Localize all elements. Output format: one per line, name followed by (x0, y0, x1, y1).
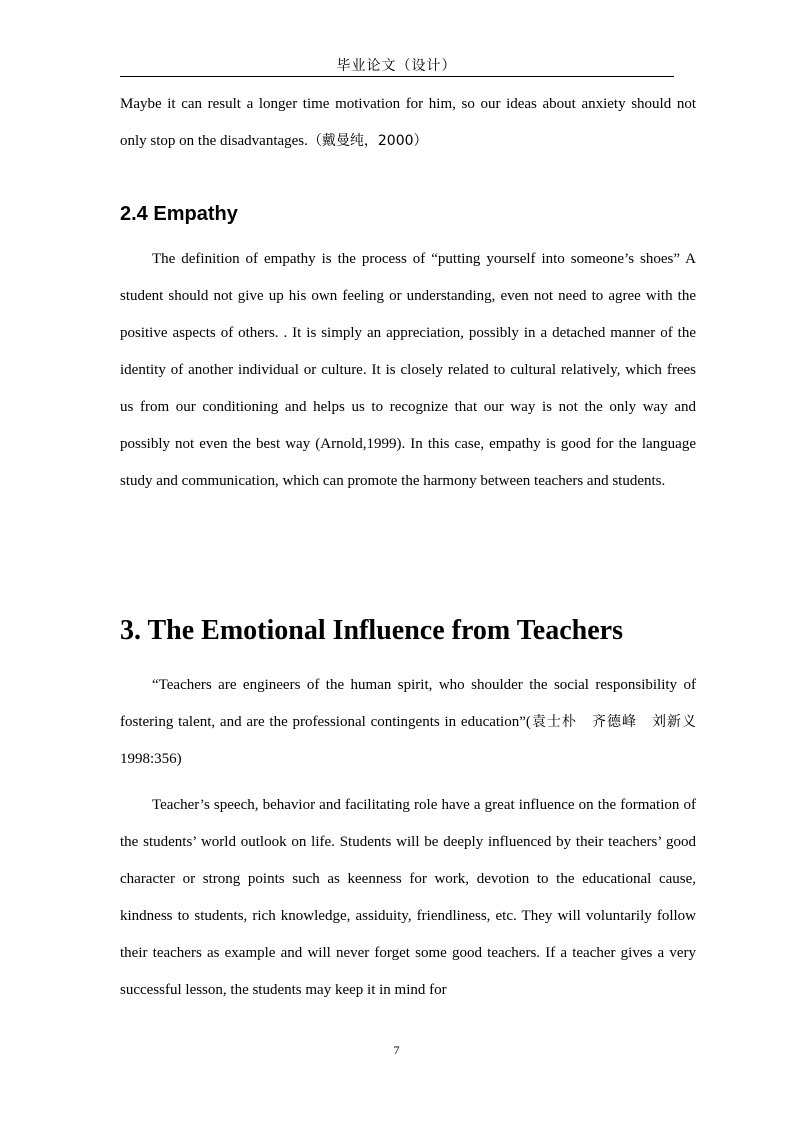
section-heading-empathy: 2.4 Empathy (120, 203, 238, 225)
teacher-influence-paragraph: Teacher’s speech, behavior and facilitating role have a great influence on the formation of the students’ world outlook on life. Students will be deeply influenced by their teachers’ good character or strong points such as keenness for work, devotion to the educational cause, kindness to students, rich knowledge, assiduity, friendliness, etc. They will voluntarily follow their teachers as example and will never forget some good teachers. If a teacher gives a very successful lesson, the students may keep it in mind for (120, 797, 696, 998)
teacher-quote-paragraph (120, 667, 696, 778)
quote-authors: 袁士朴 齐德峰 刘新义 (530, 714, 697, 730)
chapter-heading: 3. The Emotional Influence from Teachers (120, 615, 623, 646)
empathy-paragraph: The definition of empathy is the process of “putting yourself into someone’s shoes” A student should not give up his own feeling or understanding, even not need to agree with the positive aspects of others. . It is simply an appreciation, possibly in a detached manner of the identity of another individual or culture. It is closely related to cultural relatively, which frees us from our conditioning and helps us to recognize that our way is not the only way and possibly not even the best way (Arnold,1999). In this case, empathy is good for the language study and communication, which can promote the harmony between teachers and students. (120, 251, 696, 489)
running-header: 毕业论文（设计） (336, 58, 457, 74)
continued-paragraph (120, 86, 696, 160)
quote-text: “Teachers are engineers of the human spirit, who shoulder the social responsibility of fostering talent, and are the professional contingents in education”( (120, 677, 696, 730)
paragraph-text: Maybe it can result a longer time motivation for him, so our ideas about anxiety should not only stop on the disadvantages. (120, 96, 696, 149)
quote-reference: 1998:356) (120, 751, 182, 767)
citation: （戴曼纯，2000） (307, 133, 428, 149)
header-rule (120, 76, 674, 77)
page-number: 7 (393, 1043, 400, 1057)
